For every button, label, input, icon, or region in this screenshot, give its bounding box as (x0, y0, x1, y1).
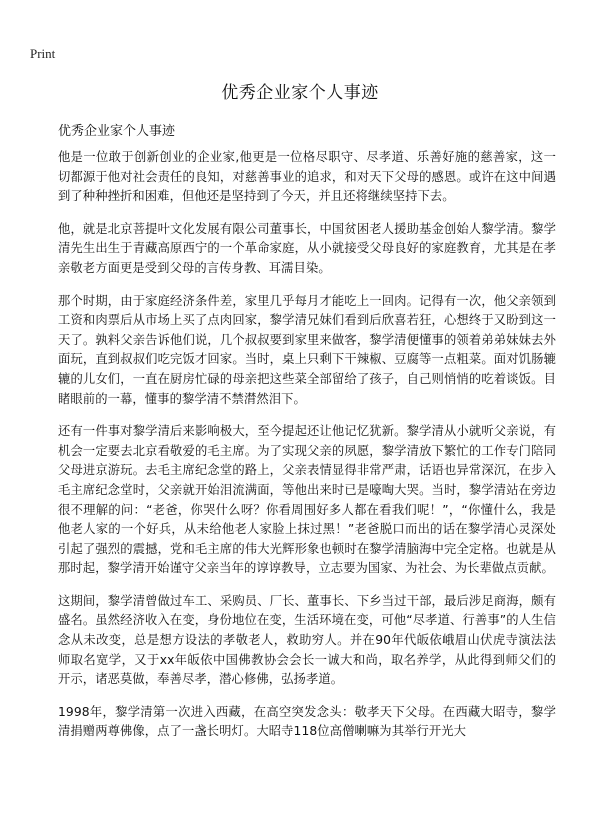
page-title: 优秀企业家个人事迹 (221, 83, 379, 103)
paragraph: 还有一件事对黎学清后来影响极大，至今提起还让他记忆犹新。黎学清从小就听父亲说，有机会一定要去北京看敬爱的毛主席。为了实现父亲的夙愿，黎学清放下繁忙的工作专门陪同父母进京游玩。去毛主席纪念堂的路上，父亲表情显得非常严肃，话语也异常深沉，在步入毛主席纪念堂时，父亲就开始泪流满面，等他出来时已是嚎啕大哭。当时，黎学清站在旁边很不理解的问：“老爸，你哭什么呀？你看周围好多人都在看我们呢！”，“你懂什么，我是他老人家的一个好兵，从未给他老人家脸上抹过黑！”老爸脱口而出的话在黎学清心灵深处引起了强烈的震撼，党和毛主席的伟大光辉形象也顿时在黎学清脑海中完全定格。也就是从那时起，黎学清开始谨守父亲当年的谆谆教导，立志要为国家、为社会、为长辈做点贡献。 (58, 424, 556, 576)
paragraph: 他是一位敢于创新创业的企业家,他更是一位格尽职守、尽孝道、乐善好施的慈善家，这一切都源于他对社会责任的良知，对慈善事业的追求，和对天下父母的感恩。或许在这中间遇到了种种挫折和困难，但他还是坚持到了今天，并且还将继续坚持下去。 (58, 150, 556, 204)
article-body (58, 148, 556, 755)
paragraph: 这期间，黎学清曾做过车工、采购员、厂长、董事长、下乡当过干部，最后涉足商海，颇有盛名。虽然经济收入在变，身份地位在变，生活环境在变，可他“尽孝道、行善事”的人生信念从未改变，总是想方设法的孝敬老人，救助穷人。并在90年代皈依峨眉山伏虎寺演法法师取名宽学，又于xx年皈依中国佛教协会会长一诚大和尚，取名养学，从此得到师父们的开示，诸恶莫做，奉善尽孝，潜心修佛，弘扬孝道。 (58, 593, 556, 687)
paragraph: 1998年，黎学清第一次进入西藏，在高空突发念头：敬孝天下父母。在西藏大昭寺，黎学清捐赠两尊佛像，点了一盏长明灯。大昭寺118位高僧喇嘛为其举行开光大 (58, 704, 556, 739)
paragraph: 他，就是北京菩提叶文化发展有限公司董事长，中国贫困老人援助基金创始人黎学清。黎学清先生出生于青藏高原西宁的一个革命家庭，从小就接受父母良好的家庭教育，尤其是在孝亲敬老方面更是受到父母的言传身教、耳濡目染。 (58, 221, 556, 275)
paragraph: 那个时期，由于家庭经济条件差，家里几乎每月才能吃上一回肉。记得有一次，他父亲领到工资和肉票后从市场上买了点肉回家，黎学清兄妹们看到后欣喜若狂，心想终于又盼到这一天了。孰料父亲告诉他们说，几个叔叔要到家里来做客，黎学清便懂事的领着弟弟妹妹去外面玩，直到叔叔们吃完饭才回家。当时，桌上只剩下干辣椒、豆腐等一点粗菜。面对饥肠辘辘的儿女们，一直在厨房忙碌的母亲把这些菜全部留给了孩子，自己则悄悄的吃着谈饭。目睹眼前的一幕，懂事的黎学清不禁潸然泪下。 (58, 293, 556, 406)
print-link[interactable]: Print (30, 46, 56, 61)
document-subtitle: 优秀企业家个人事迹 (58, 124, 176, 139)
